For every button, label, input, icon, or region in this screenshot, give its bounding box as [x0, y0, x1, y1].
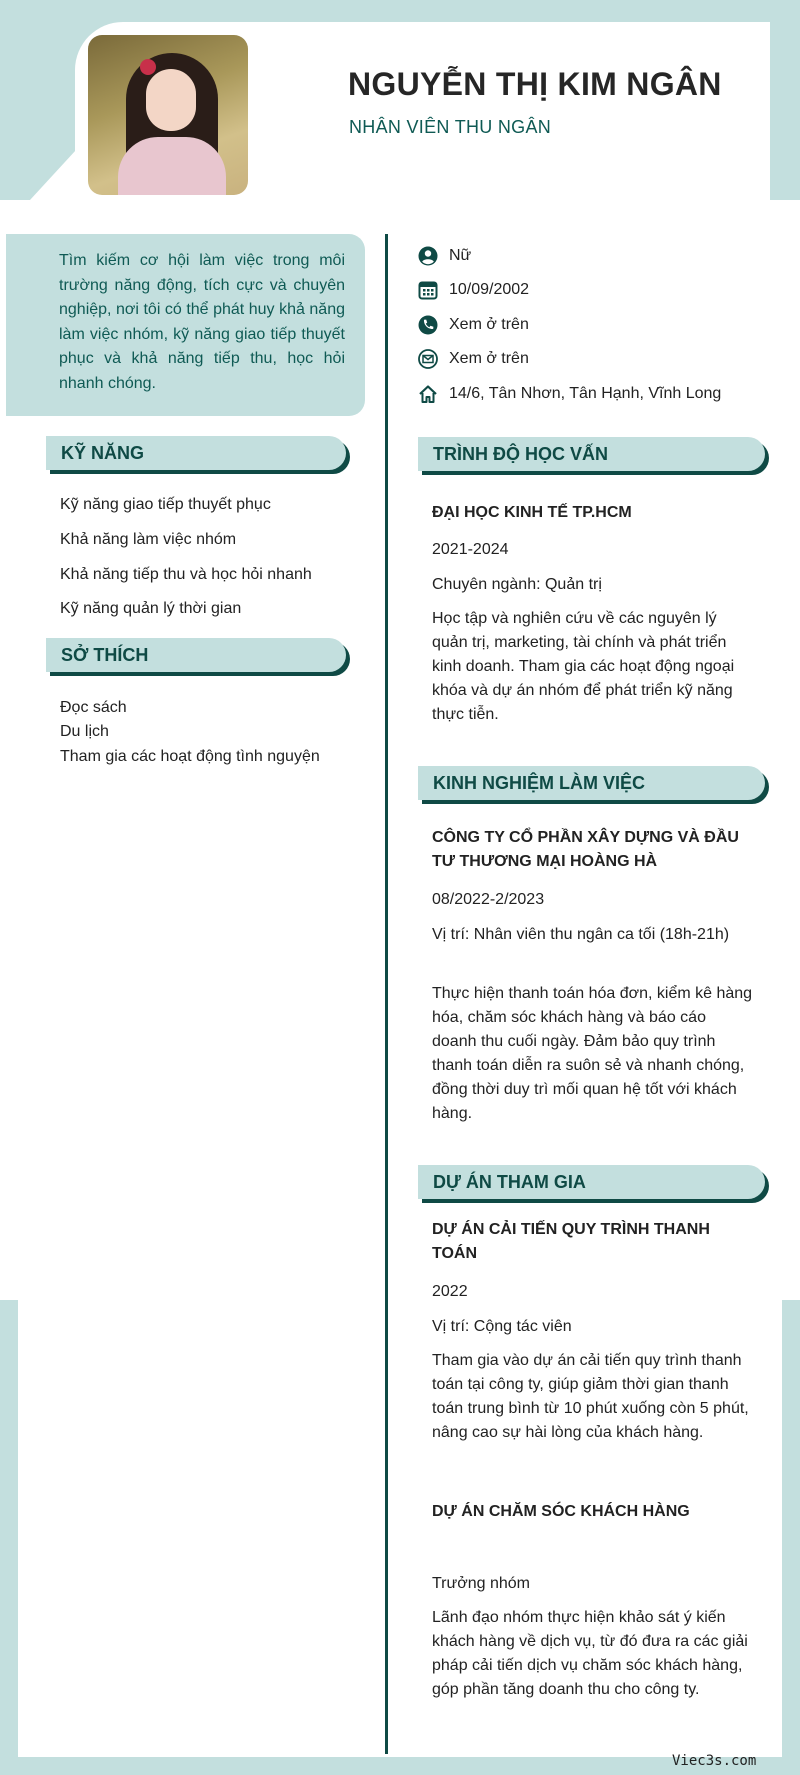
career-objective: Tìm kiếm cơ hội làm việc trong môi trường năng động, tích cực và chuyên nghiệp, nơi tôi có thể phát huy khả năng làm việc nhóm, kỹ năng giao tiếp thuyết phục và khả năng tiếp thu, học hỏi nhanh chóng. — [6, 234, 365, 416]
hobby-item: Đọc sách — [60, 699, 127, 716]
contact-value: 14/6, Tân Nhơn, Tân Hạnh, Vĩnh Long — [449, 385, 722, 402]
hobbies-header: SỞ THÍCH — [46, 638, 346, 672]
experience-description: Thực hiện thanh toán hóa đơn, kiểm kê hàng hóa, chăm sóc khách hàng và báo cáo doanh thu cuối ngày. Đảm bảo quy trình thanh toán diễn ra suôn sẻ và nhanh chóng, đồng thời duy trì mối quan hệ tốt với khách hàng. — [432, 985, 753, 1122]
contact-phone — [418, 313, 529, 337]
phone-icon — [418, 315, 438, 335]
mail-icon — [418, 349, 438, 369]
left-border-strip — [0, 1300, 18, 1775]
contact-gender — [418, 244, 471, 268]
contact-address — [418, 382, 721, 406]
photo-face — [146, 69, 196, 131]
project-position: Trưởng nhóm — [432, 1575, 530, 1592]
header-notch — [30, 150, 76, 200]
education-description: Học tập và nghiên cứu về các nguyên lý quản trị, marketing, tài chính và phát triển kinh doanh. Tham gia các hoạt động ngoại khóa và dự án nhóm để phát triển kỹ năng thực tiễn. — [432, 610, 735, 723]
experience-header: KINH NGHIỆM LÀM VIỆC — [418, 766, 765, 800]
photo-flower — [140, 59, 156, 75]
projects-header: DỰ ÁN THAM GIA — [418, 1165, 765, 1199]
project-name: DỰ ÁN CHĂM SÓC KHÁCH HÀNG — [432, 1503, 690, 1520]
contact-birthday — [418, 278, 529, 302]
project-description: Lãnh đạo nhóm thực hiện khảo sát ý kiến khách hàng về dịch vụ, từ đó đưa ra các giải pháp cải tiến dịch vụ chăm sóc khách hàng, góp phần tăng doanh thu cho công ty. — [432, 1609, 748, 1698]
home-icon — [418, 384, 438, 404]
education-major: Chuyên ngành: Quản trị — [432, 576, 602, 593]
watermark: Viec3s.com — [672, 1753, 757, 1769]
calendar-icon — [418, 280, 438, 300]
contact-email — [418, 347, 529, 371]
photo-body — [118, 137, 226, 195]
contact-value: Xem ở trên — [449, 350, 529, 367]
experience-position: Vị trí: Nhân viên thu ngân ca tối (18h-21h) — [432, 926, 730, 943]
hobby-item: Du lịch — [60, 723, 109, 740]
profile-photo — [88, 35, 248, 195]
candidate-name: NGUYỄN THỊ KIM NGÂN — [348, 66, 722, 102]
project-position: Vị trí: Cộng tác viên — [432, 1318, 572, 1335]
column-divider — [385, 234, 388, 1754]
experience-company: CÔNG TY CỔ PHẦN XÂY DỰNG VÀ ĐẦU TƯ THƯƠNG MẠI HOÀNG HÀ — [432, 829, 739, 870]
header-right-border — [770, 0, 800, 200]
contact-value: 10/09/2002 — [449, 281, 530, 298]
hobby-item: Tham gia các hoạt động tình nguyện — [60, 748, 320, 765]
skill-item: Kỹ năng quản lý thời gian — [60, 600, 242, 617]
person-icon — [418, 246, 438, 266]
education-school: ĐẠI HỌC KINH TẾ TP.HCM — [432, 504, 632, 521]
candidate-role: NHÂN VIÊN THU NGÂN — [349, 117, 552, 137]
skill-item: Kỹ năng giao tiếp thuyết phục — [60, 496, 271, 513]
contact-value: Nữ — [449, 247, 472, 264]
project-name: DỰ ÁN CẢI TIẾN QUY TRÌNH THANH TOÁN — [432, 1221, 710, 1262]
contact-value: Xem ở trên — [449, 316, 529, 333]
right-border-strip — [782, 1300, 800, 1775]
skill-item: Khả năng làm việc nhóm — [60, 531, 237, 548]
experience-period: 08/2022-2/2023 — [432, 891, 545, 908]
skills-header: KỸ NĂNG — [46, 436, 346, 470]
education-header: TRÌNH ĐỘ HỌC VẤN — [418, 437, 765, 471]
project-description: Tham gia vào dự án cải tiến quy trình thanh toán tại công ty, giúp giảm thời gian thanh toán trung bình từ 10 phút xuống còn 5 phút, nâng cao sự hài lòng của khách hàng. — [432, 1352, 749, 1441]
skill-item: Khả năng tiếp thu và học hỏi nhanh — [60, 566, 312, 583]
project-year: 2022 — [432, 1283, 468, 1300]
education-period: 2021-2024 — [432, 541, 509, 558]
